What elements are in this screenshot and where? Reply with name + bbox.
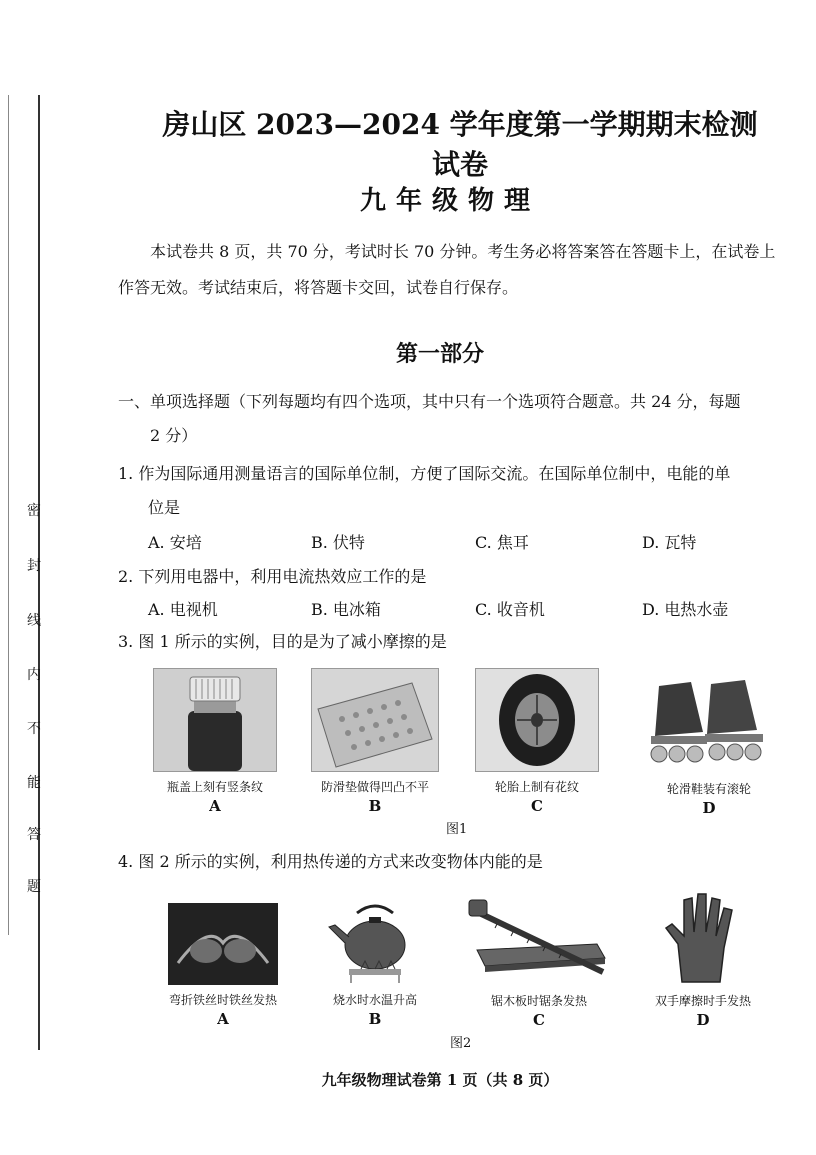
figure1-item-d bbox=[634, 676, 784, 817]
section-heading bbox=[118, 385, 790, 453]
seal-char: 能 bbox=[27, 775, 41, 791]
seal-char: 封 bbox=[27, 558, 41, 574]
option-b: B. 电冰箱 bbox=[311, 600, 381, 619]
figure1-item-a bbox=[140, 668, 290, 815]
figure-caption: 双手摩擦时手发热 bbox=[654, 994, 751, 1008]
question-3-line1: 3. 图 1 所示的实例，目的是为了减小摩擦的是 bbox=[118, 632, 447, 651]
hand-illustration bbox=[658, 888, 748, 986]
bottle-cap-photo bbox=[153, 668, 277, 772]
option-a: A. 电视机 bbox=[148, 600, 218, 619]
question-2-line1: 2. 下列用电器中，利用电流热效应工作的是 bbox=[118, 567, 427, 586]
part-title: 第一部分 bbox=[395, 341, 484, 367]
figure-letter: B bbox=[368, 1010, 382, 1028]
question-2 bbox=[118, 560, 790, 594]
seal-char: 不 bbox=[27, 721, 41, 737]
margin-dotted-line bbox=[8, 95, 9, 935]
figure2-item-c bbox=[464, 896, 614, 1029]
question-4 bbox=[118, 845, 790, 879]
figure-letter: A bbox=[209, 797, 221, 815]
figure-caption: 瓶盖上刻有竖条纹 bbox=[166, 780, 263, 794]
section-heading-line1: 一、单项选择题（下列每题均有四个选项，其中只有一个选项符合题意。共 24 分，每题 bbox=[118, 392, 741, 411]
figure-caption: 防滑垫做得凹凸不平 bbox=[320, 780, 429, 794]
page-footer: 九年级物理试卷第 1 页（共 8 页） bbox=[321, 1071, 559, 1089]
figure-letter: D bbox=[696, 1011, 710, 1029]
roller-skate-photo bbox=[645, 676, 773, 772]
exam-subject: 九年级物理 bbox=[359, 186, 540, 216]
option-c: C. 收音机 bbox=[475, 600, 545, 619]
question-4-line1: 4. 图 2 所示的实例，利用热传递的方式来改变物体内能的是 bbox=[118, 852, 543, 871]
figure-caption: 烧水时水温升高 bbox=[332, 993, 417, 1007]
option-b: B. 伏特 bbox=[311, 533, 365, 552]
figure-caption: 弯折铁丝时铁丝发热 bbox=[168, 993, 277, 1007]
figure-caption: 轮滑鞋装有滚轮 bbox=[666, 782, 751, 796]
option-d: D. 电热水壶 bbox=[642, 600, 729, 619]
question-3 bbox=[118, 625, 790, 659]
figure1-item-b bbox=[300, 668, 450, 815]
figure1-item-c bbox=[462, 668, 612, 815]
figure-caption: 锯木板时锯条发热 bbox=[490, 994, 587, 1008]
figure-letter: C bbox=[533, 1011, 545, 1029]
seal-char: 密 bbox=[27, 503, 41, 519]
figure-2-label: 图2 bbox=[450, 1036, 472, 1051]
anti-slip-mat-photo bbox=[311, 668, 439, 772]
figure-letter: B bbox=[368, 797, 382, 815]
exam-instructions: 本试卷共 8 页，共 70 分，考试时长 70 分钟。考生务必将答案答在答题卡上，在试卷上作答无效。考试结束后，将答题卡交回，试卷自行保存。 bbox=[118, 242, 776, 297]
figure-letter: C bbox=[531, 797, 543, 815]
figure-letter: A bbox=[217, 1010, 229, 1028]
figure2-item-b bbox=[300, 899, 450, 1028]
question-1-line2: 位是 bbox=[148, 498, 181, 517]
figure-letter: D bbox=[702, 799, 716, 817]
option-d: D. 瓦特 bbox=[642, 533, 697, 552]
option-c: C. 焦耳 bbox=[475, 533, 529, 552]
figure-1-label: 图1 bbox=[446, 822, 468, 837]
bending-wire-photo bbox=[168, 903, 278, 985]
tire-photo bbox=[475, 668, 599, 772]
figure-caption: 轮胎上制有花纹 bbox=[494, 780, 579, 794]
section-heading-line2: 2 分） bbox=[150, 426, 198, 445]
seal-char: 答 bbox=[27, 827, 41, 843]
kettle-illustration bbox=[321, 899, 429, 985]
seal-char: 题 bbox=[27, 879, 41, 895]
figure2-item-a bbox=[148, 903, 298, 1028]
question-1-line1: 1. 作为国际通用测量语言的国际单位制，方便了国际交流。在国际单位制中，电能的单 bbox=[118, 464, 731, 483]
seal-char: 线 bbox=[27, 613, 41, 629]
seal-char: 内 bbox=[27, 667, 41, 683]
figure2-item-d bbox=[628, 888, 778, 1029]
exam-title: 房山区 2023—2024 学年度第一学期期末检测试卷 bbox=[162, 108, 758, 181]
question-1 bbox=[118, 457, 790, 525]
option-a: A. 安培 bbox=[148, 533, 202, 552]
saw-board-illustration bbox=[467, 896, 611, 986]
